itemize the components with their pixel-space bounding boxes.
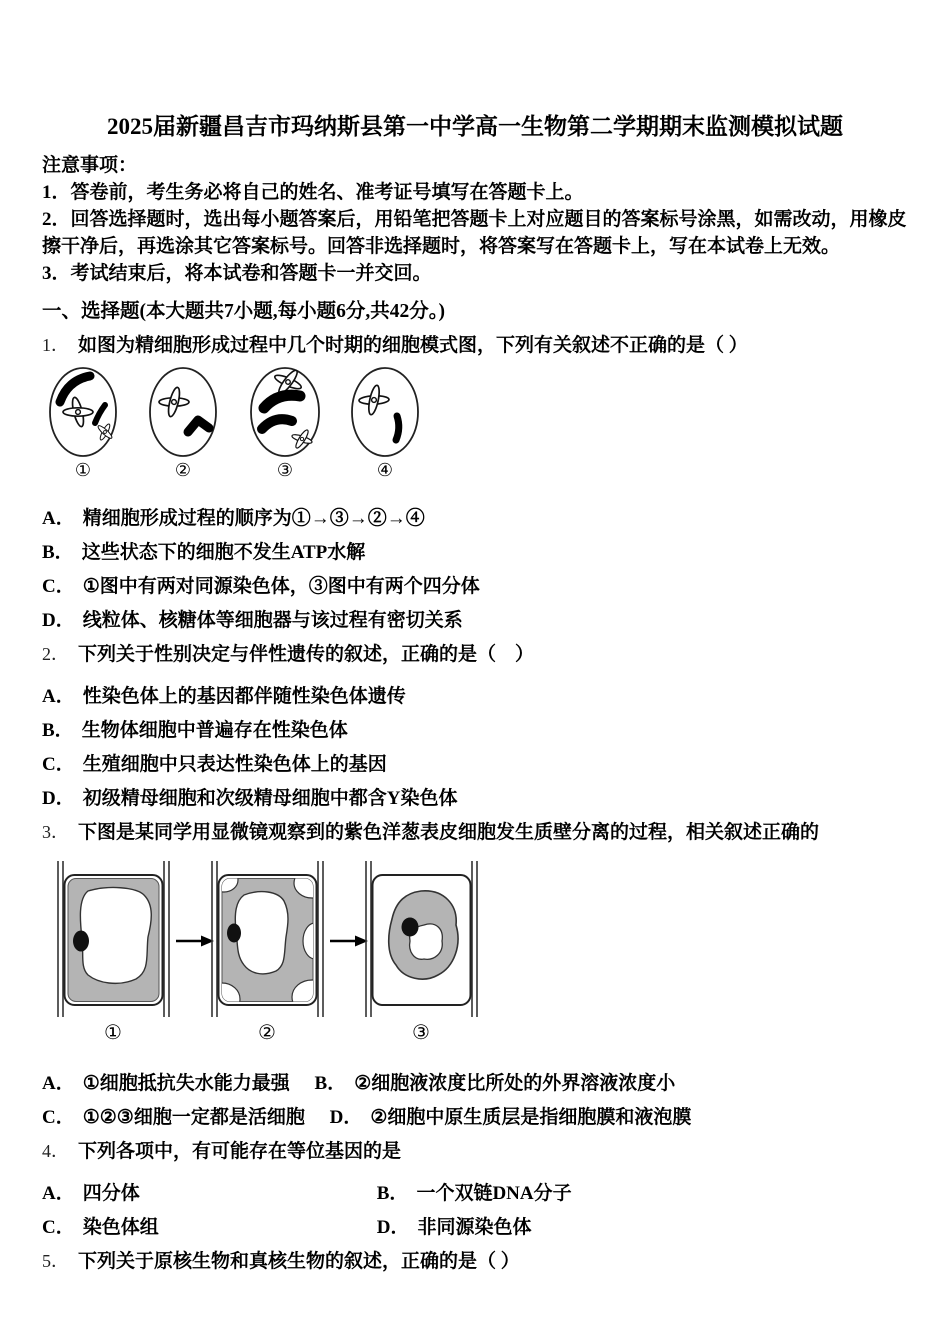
- notice-item: 2．回答选择题时，选出每小题答案后，用铅笔把答题卡上对应题目的答案标号涂黑，如需改动，用橡皮擦干净后，再选涂其它答案标号。回答非选择题时，将答案写在答题卡上，写在本试卷上无效。: [42, 209, 907, 257]
- option-d: D． 初级精母细胞和次级精母细胞中都含Y染色体: [42, 788, 458, 809]
- notice-section: [42, 152, 908, 287]
- question-stem: 下图是某同学用显微镜观察到的紫色洋葱表皮细胞发生质壁分离的过程，相关叙述正确的: [78, 822, 820, 843]
- question-number: 3．: [42, 822, 69, 842]
- arrow-icon: [176, 936, 214, 947]
- plasmolysis-cell-2: [204, 861, 332, 1017]
- arrow-icon: [330, 936, 368, 947]
- cell-diagram-3: [251, 367, 319, 456]
- figure-label: ③: [276, 460, 294, 481]
- section-heading: 一、选择题(本大题共7小题,每小题6分,共42分。): [42, 301, 445, 322]
- question-stem: 如图为精细胞形成过程中几个时期的细胞模式图，下列有关叙述不正确的是（ ）: [78, 335, 748, 356]
- figure-label: ①: [104, 1020, 122, 1044]
- option-d: D． ②细胞中原生质层是指细胞膜和液泡膜: [329, 1107, 692, 1128]
- option-row: [42, 1218, 908, 1238]
- page-title: 2025届新疆昌吉市玛纳斯县第一中学高一生物第二学期期末监测模拟试题: [107, 114, 843, 139]
- question-stem: 下列各项中，有可能存在等位基因的是: [78, 1141, 402, 1162]
- plasmolysis-figure: [44, 855, 908, 1050]
- question-2: [42, 644, 908, 809]
- option-d: D． 非同源染色体: [376, 1217, 532, 1238]
- question-number: 4．: [42, 1141, 69, 1161]
- question-1: [42, 335, 908, 631]
- option-b: B． 生物体细胞中普遍存在性染色体: [42, 720, 348, 741]
- cell-diagram-4: [352, 368, 418, 456]
- question-4: [42, 1141, 908, 1238]
- option-a: A． ①细胞抵抗失水能力最强: [42, 1073, 290, 1094]
- notice-item: 1．答卷前，考生务必将自己的姓名、准考证号填写在答题卡上。: [42, 182, 584, 203]
- question-3: [42, 822, 908, 1128]
- figure-label: ①: [74, 460, 92, 481]
- plasmolysis-cell-3: [366, 861, 477, 1017]
- question-stem: 下列关于性别决定与伴性遗传的叙述，正确的是（ ）: [78, 644, 535, 665]
- cell-diagram-2: [150, 368, 216, 456]
- cell-diagram-1: [50, 368, 116, 456]
- option-a: A． 四分体: [42, 1183, 140, 1204]
- figure-label: ③: [412, 1020, 430, 1044]
- question-stem: 下列关于原核生物和真核生物的叙述，正确的是（ ）: [78, 1251, 520, 1272]
- figure-label: ②: [258, 1020, 276, 1044]
- figure-label: ②: [174, 460, 192, 481]
- question-number: 5．: [42, 1251, 69, 1271]
- option-c: C． 生殖细胞中只表达性染色体上的基因: [42, 754, 387, 775]
- option-a: A． 精细胞形成过程的顺序为①→③→②→④: [42, 508, 425, 529]
- option-d: D． 线粒体、核糖体等细胞器与该过程有密切关系: [42, 610, 463, 631]
- notice-item: 3．考试结束后，将本试卷和答题卡一并交回。: [42, 263, 432, 284]
- option-row: [42, 1074, 908, 1094]
- question-5: [42, 1251, 908, 1272]
- option-c: C． 染色体组: [42, 1217, 159, 1238]
- figure-label: ④: [376, 460, 394, 481]
- option-c: C． ①②③细胞一定都是活细胞: [42, 1107, 305, 1128]
- option-a: A． 性染色体上的基因都伴随性染色体遗传: [42, 686, 406, 707]
- option-b: B． ②细胞液浓度比所处的外界溶液浓度小: [314, 1073, 676, 1094]
- option-row: [42, 1108, 908, 1128]
- question-number: 2．: [42, 644, 69, 664]
- option-row: [42, 1184, 908, 1204]
- question-number: 1．: [42, 335, 69, 355]
- notice-heading: 注意事项：: [42, 155, 138, 176]
- option-b: B． 这些状态下的细胞不发生ATP水解: [42, 542, 366, 563]
- option-c: C． ①图中有两对同源染色体，③图中有两个四分体: [42, 576, 480, 597]
- meiosis-stages-figure: [48, 366, 908, 487]
- plasmolysis-cell-1: [58, 861, 169, 1017]
- option-b: B． 一个双链DNA分子: [376, 1183, 572, 1204]
